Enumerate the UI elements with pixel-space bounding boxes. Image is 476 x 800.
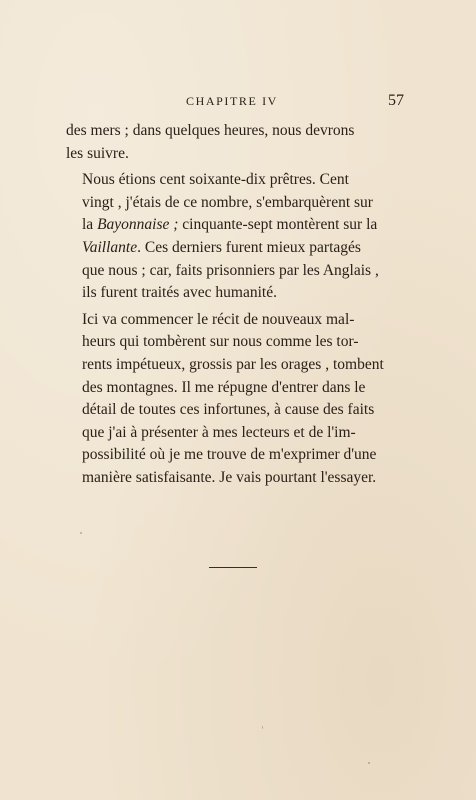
paragraph-3 bbox=[66, 309, 404, 490]
text-fragment: la bbox=[82, 216, 98, 234]
text-line: Nous étions cent soixante-dix prêtres. Cent bbox=[82, 171, 349, 189]
text-line: Ici va commencer le récit de nouveaux mal- bbox=[82, 310, 355, 328]
paragraph-2 bbox=[66, 169, 404, 305]
text-line: ils furent traités avec humanité. bbox=[82, 284, 277, 302]
paper-speck bbox=[80, 532, 82, 534]
text-line: rents impétueux, grossis par les orages , tombent bbox=[82, 355, 384, 373]
text-fragment: cinquante-sept montèrent sur la bbox=[178, 216, 378, 234]
text-line: des mers ; dans quelques heures, nous devrons bbox=[66, 122, 355, 139]
chapter-title: CHAPITRE IV bbox=[186, 94, 278, 108]
text-line: des montagnes. Il me répugne d'entrer dans le bbox=[82, 378, 366, 396]
running-header bbox=[66, 92, 404, 112]
text-line: heurs qui tombèrent sur nous comme les tor- bbox=[82, 333, 359, 351]
text-fragment: . Ces derniers furent mieux partagés bbox=[137, 238, 361, 256]
section-end-rule bbox=[209, 567, 257, 568]
ship-name-bayonnaise: Bayonnaise ; bbox=[97, 216, 179, 234]
ship-name-vaillante: Vaillante bbox=[82, 238, 138, 256]
body-text bbox=[66, 120, 404, 494]
text-line: vingt , j'étais de ce nombre, s'embarquèrent sur bbox=[82, 193, 373, 211]
text-line: les suivre. bbox=[66, 144, 129, 162]
text-line bbox=[66, 237, 404, 260]
text-line: que j'ai à présenter à mes lecteurs et de l'im- bbox=[82, 423, 356, 441]
text-line bbox=[66, 214, 404, 237]
paragraph-1 bbox=[66, 120, 404, 165]
text-line: que nous ; car, faits prisonniers par les Anglais , bbox=[82, 261, 379, 279]
text-line: possibilité où je me trouve de m'exprimer d'une bbox=[82, 446, 377, 464]
paper-speck bbox=[262, 726, 263, 729]
text-line: détail de toutes ces infortunes, à cause des faits bbox=[82, 401, 375, 419]
paper-speck bbox=[368, 762, 370, 764]
text-line: manière satisfaisante. Je vais pourtant l'essayer. bbox=[82, 468, 377, 486]
page-number: 57 bbox=[388, 92, 404, 109]
